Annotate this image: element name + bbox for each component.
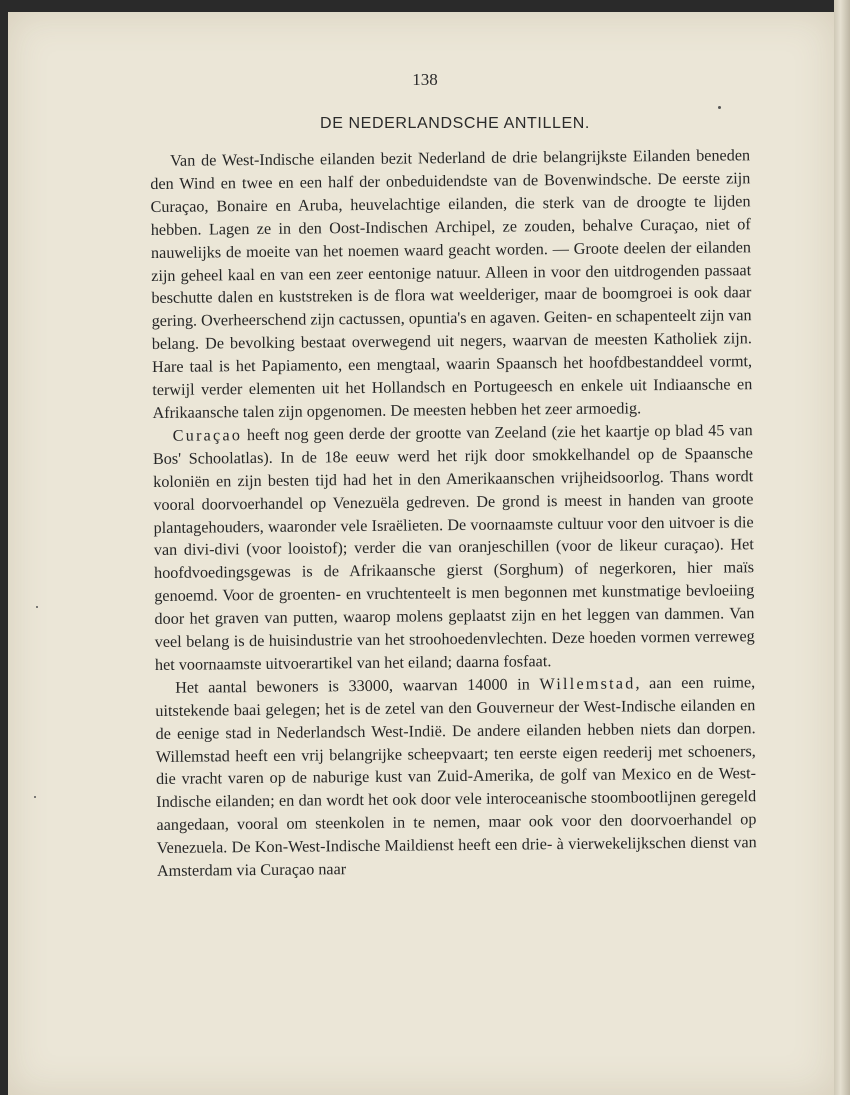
spaced-word-willemstad: Willemstad bbox=[539, 674, 636, 694]
page-edge bbox=[834, 0, 850, 1095]
paragraph-willemstad-text: , aan een ruime, uitstekende baai gelegen; het is de zetel van den Gouverneur der West-Indische eilanden en de eenige stad in Nederlandsch West-Indië. De andere eilanden hebben niets dan dorpen. Willemstad heeft een vrij belangrijke scheepvaart; ten eerste eigen reederij met schoeners, die vracht varen op de naburige kust van Zuid-Amerika, de golf van Mexico en de West-Indische eilanden; en dan wordt het ook door vele interoceanische stoombootlijnen geregeld aangedaan, vooral om steenkolen in te nemen, maar ook voor den doorvoerhandel op Venezuela. De Kon-West-Indische Maildienst heeft een drie- à vierwekelijkschen dienst van Amsterdam via Curaçao naar bbox=[155, 673, 757, 881]
page-number: 138 bbox=[412, 70, 438, 89]
paragraph-willemstad-lead: Het aantal bewoners is 33000, waarvan 14000 in bbox=[175, 675, 540, 697]
spaced-word-curacao: Curaçao bbox=[172, 426, 243, 445]
paper-speck bbox=[718, 106, 721, 109]
paragraph-curacao-text: heeft nog geen derde der grootte van Zeeland (zie het kaartje op blad 45 van Bos' Schoolatlas). In de 18e eeuw werd het rijk door smokkelhandel op de Spaansche koloniën en zijn besten tijd had het in den Amerikaanschen vrijheidsoorlog. Thans wordt vooral doorvoerhandel op Venezuëla gedreven. De grond is meest in handen van groote plantagehouders, waaronder vele Israëlieten. De voornaamste cultuur voor den uitvoer is die van divi-divi (voor looistof); verder die van oranjeschillen (voor de likeur curaçao). Het hoofdvoedingsgewas is de Afrikaansche gierst (Sorghum) of negerkoren, hier maïs genoemd. Voor de groenten- en vruchtenteelt is men begonnen met kunstmatige bevloeiing door het graven van putten, waarop molens geplaatst zijn en het leggen van dammen. Van veel belang is de huisindustrie van het stroohoedenvlechten. Deze hoeden vormen verreweg het voornaamste uitvoerartikel van het eiland; daarna fosfaat. bbox=[152, 421, 755, 674]
paragraph-intro: Van de West-Indische eilanden bezit Nederland de drie belangrijkste Eilanden beneden den Wind en twee en een half der onbeduidendste van de Bovenwindsche. De eerste zijn Curaçao, Bonaire en Aruba, heuvelachtige eilanden, die sterk van de droogte te lijden hebben. Lagen ze in den Oost-Indischen Archipel, ze zouden, behalve Curaçao, niet of nauwelijks de moeite van het noemen waard geacht worden. — Groote deelen der eilanden zijn geheel kaal en van een zeer eentonige natuur. Alleen in voor den uitdrogenden passaat beschutte dalen en kuststreken is de flora wat weelderiger, maar de boomgroei is ook daar gering. Overheerschend zijn cactussen, opuntia's en agaven. Geiten- en schapenteelt zijn van belang. De bevolking bestaat overwegend uit negers, waarvan de meesten Katholiek zijn. Hare taal is het Papiamento, een mengtaal, waarin Spaansch het hoofdbestanddeel vormt, terwijl verder elementen uit het Hollandsch en Portugeesch en enkele uit Indiaansche en Afrikaansche talen zijn opgenomen. De meesten hebben het zeer armoedig. bbox=[150, 146, 753, 422]
body-text bbox=[150, 144, 757, 883]
paragraph-willemstad bbox=[155, 671, 757, 883]
paper-speck bbox=[34, 796, 36, 798]
paragraph-curacao bbox=[153, 419, 755, 677]
paper-speck bbox=[36, 606, 38, 608]
chapter-title: DE NEDERLANDSCHE ANTILLEN. bbox=[320, 115, 590, 132]
